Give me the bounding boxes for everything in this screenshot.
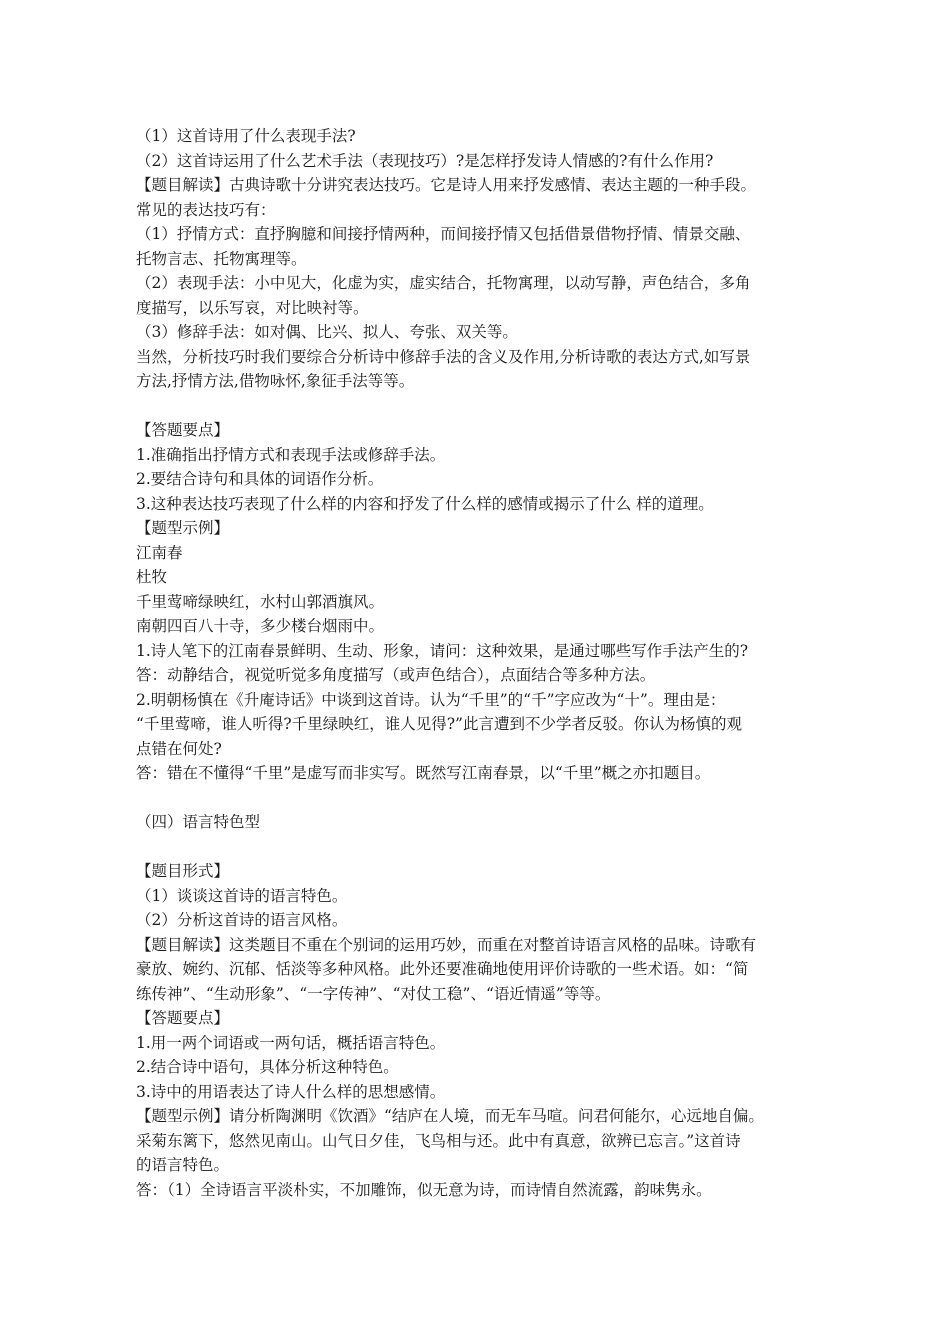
- text-line: （1）抒情方式：直抒胸臆和间接抒情两种，而间接抒情又包括借景借物抒情、情景交融、: [136, 225, 751, 243]
- blank-line: [136, 786, 826, 811]
- document-page: [136, 124, 826, 1202]
- section-title: （四）语言特色型: [136, 813, 261, 831]
- text-line: （2）分析这首诗的语言风格。: [136, 911, 348, 929]
- text-line: 【题目解读】古典诗歌十分讲究表达技巧。它是诗人用来抒发感情、表达主题的一种手段。: [136, 176, 757, 194]
- text-line: 托物言志、托物寓理等。: [136, 249, 307, 268]
- blank-line: [136, 394, 826, 419]
- text-line: 常见的表达技巧有：: [136, 200, 276, 219]
- text-line: 【题型示例】请分析陶渊明《饮酒》“结庐在人境，而无车马喧。问君何能尔，心远地自偏。: [136, 1107, 764, 1125]
- text-line: 度描写，以乐写哀，对比映衬等。: [136, 298, 369, 317]
- text-line: 1.用一两个词语或一两句话，概括语言特色。: [136, 1033, 446, 1052]
- text-line: 1.准确指出抒情方式和表现手法或修辞手法。: [136, 445, 446, 464]
- text-line: （2）表现手法：小中见大，化虚为实，虚实结合，托物寓理，以动写静，声色结合，多角: [136, 274, 751, 292]
- section-heading: 【题目形式】: [136, 862, 230, 880]
- text-line: 当然，分析技巧时我们要综合分析诗中修辞手法的含义及作用,分析诗歌的表达方式,如写景: [136, 347, 751, 366]
- text-line: 采菊东篱下，悠然见南山。山气日夕佳，飞鸟相与还。此中有真意，欲辨已忘言。”这首诗: [136, 1131, 741, 1150]
- section-heading: 【答题要点】: [136, 421, 230, 439]
- poem-title: 江南春: [136, 543, 183, 562]
- poem-line: 千里莺啼绿映红，水村山郭酒旗风。: [136, 592, 385, 611]
- text-line: 练传神”、“生动形象”、“一字传神”、“对仗工稳”、“语近情遥”等等。: [136, 984, 611, 1003]
- text-line: 点错在何处?: [136, 739, 222, 758]
- text-line: （3）修辞手法：如对偶、比兴、拟人、夸张、双关等。: [136, 323, 518, 341]
- text-line: 的语言特色。: [136, 1156, 230, 1174]
- text-line: 3.诗中的用语表达了诗人什么样的思想感情。: [136, 1082, 446, 1101]
- poem-author: 杜牧: [136, 568, 168, 586]
- text-line: 豪放、婉约、沉郁、恬淡等多种风格。此外还要准确地使用评价诗歌的一些术语。如：“简: [136, 960, 749, 978]
- text-line: 答：（1）全诗语言平淡朴实，不加雕饰，似无意为诗，而诗情自然流露，韵味隽永。: [136, 1180, 712, 1199]
- text-line: 2.明朝杨慎在《升庵诗话》中谈到这首诗。认为“千里”的“千”字应改为“十”。理由是：: [136, 690, 726, 709]
- text-line: （2）这首诗运用了什么艺术手法（表现技巧）?是怎样抒发诗人情感的?有什么作用?: [136, 151, 714, 170]
- section-heading: 【题型示例】: [136, 519, 230, 537]
- text-line: 3.这种表达技巧表现了什么样的内容和抒发了什么样的感情或揭示了什么 样的道理。: [136, 494, 714, 513]
- text-line: 答：错在不懂得“千里”是虚写而非实写。既然写江南春景，以“千里”概之亦扣题目。: [136, 764, 711, 782]
- text-line: 2.结合诗中语句，具体分析这种特色。: [136, 1058, 399, 1076]
- text-line: 答：动静结合，视觉听觉多角度描写（或声色结合），点面结合等多种方法。: [136, 666, 656, 684]
- text-line: 2.要结合诗句和具体的词语作分析。: [136, 470, 384, 488]
- blank-line: [136, 835, 826, 860]
- text-line: 【题目解读】这类题目不重在个别词的运用巧妙，而重在对整首诗语言风格的品味。诗歌有: [136, 935, 757, 954]
- text-line: （1）这首诗用了什么表现手法?: [136, 127, 356, 145]
- section-heading: 【答题要点】: [136, 1009, 230, 1027]
- text-line: （1）谈谈这首诗的语言特色。: [136, 886, 348, 905]
- poem-line: 南朝四百八十寺，多少楼台烟雨中。: [136, 617, 385, 635]
- text-line: 1.诗人笔下的江南春景鲜明、生动、形象，请问：这种效果，是通过哪些写作手法产生的?: [136, 641, 749, 660]
- text-line: “千里莺啼，谁人听得?千里绿映红，谁人见得?”此言遭到不少学者反驳。你认为杨慎的观: [136, 715, 742, 733]
- text-line: 方法,抒情方法,借物咏怀,象征手法等等。: [136, 372, 415, 390]
